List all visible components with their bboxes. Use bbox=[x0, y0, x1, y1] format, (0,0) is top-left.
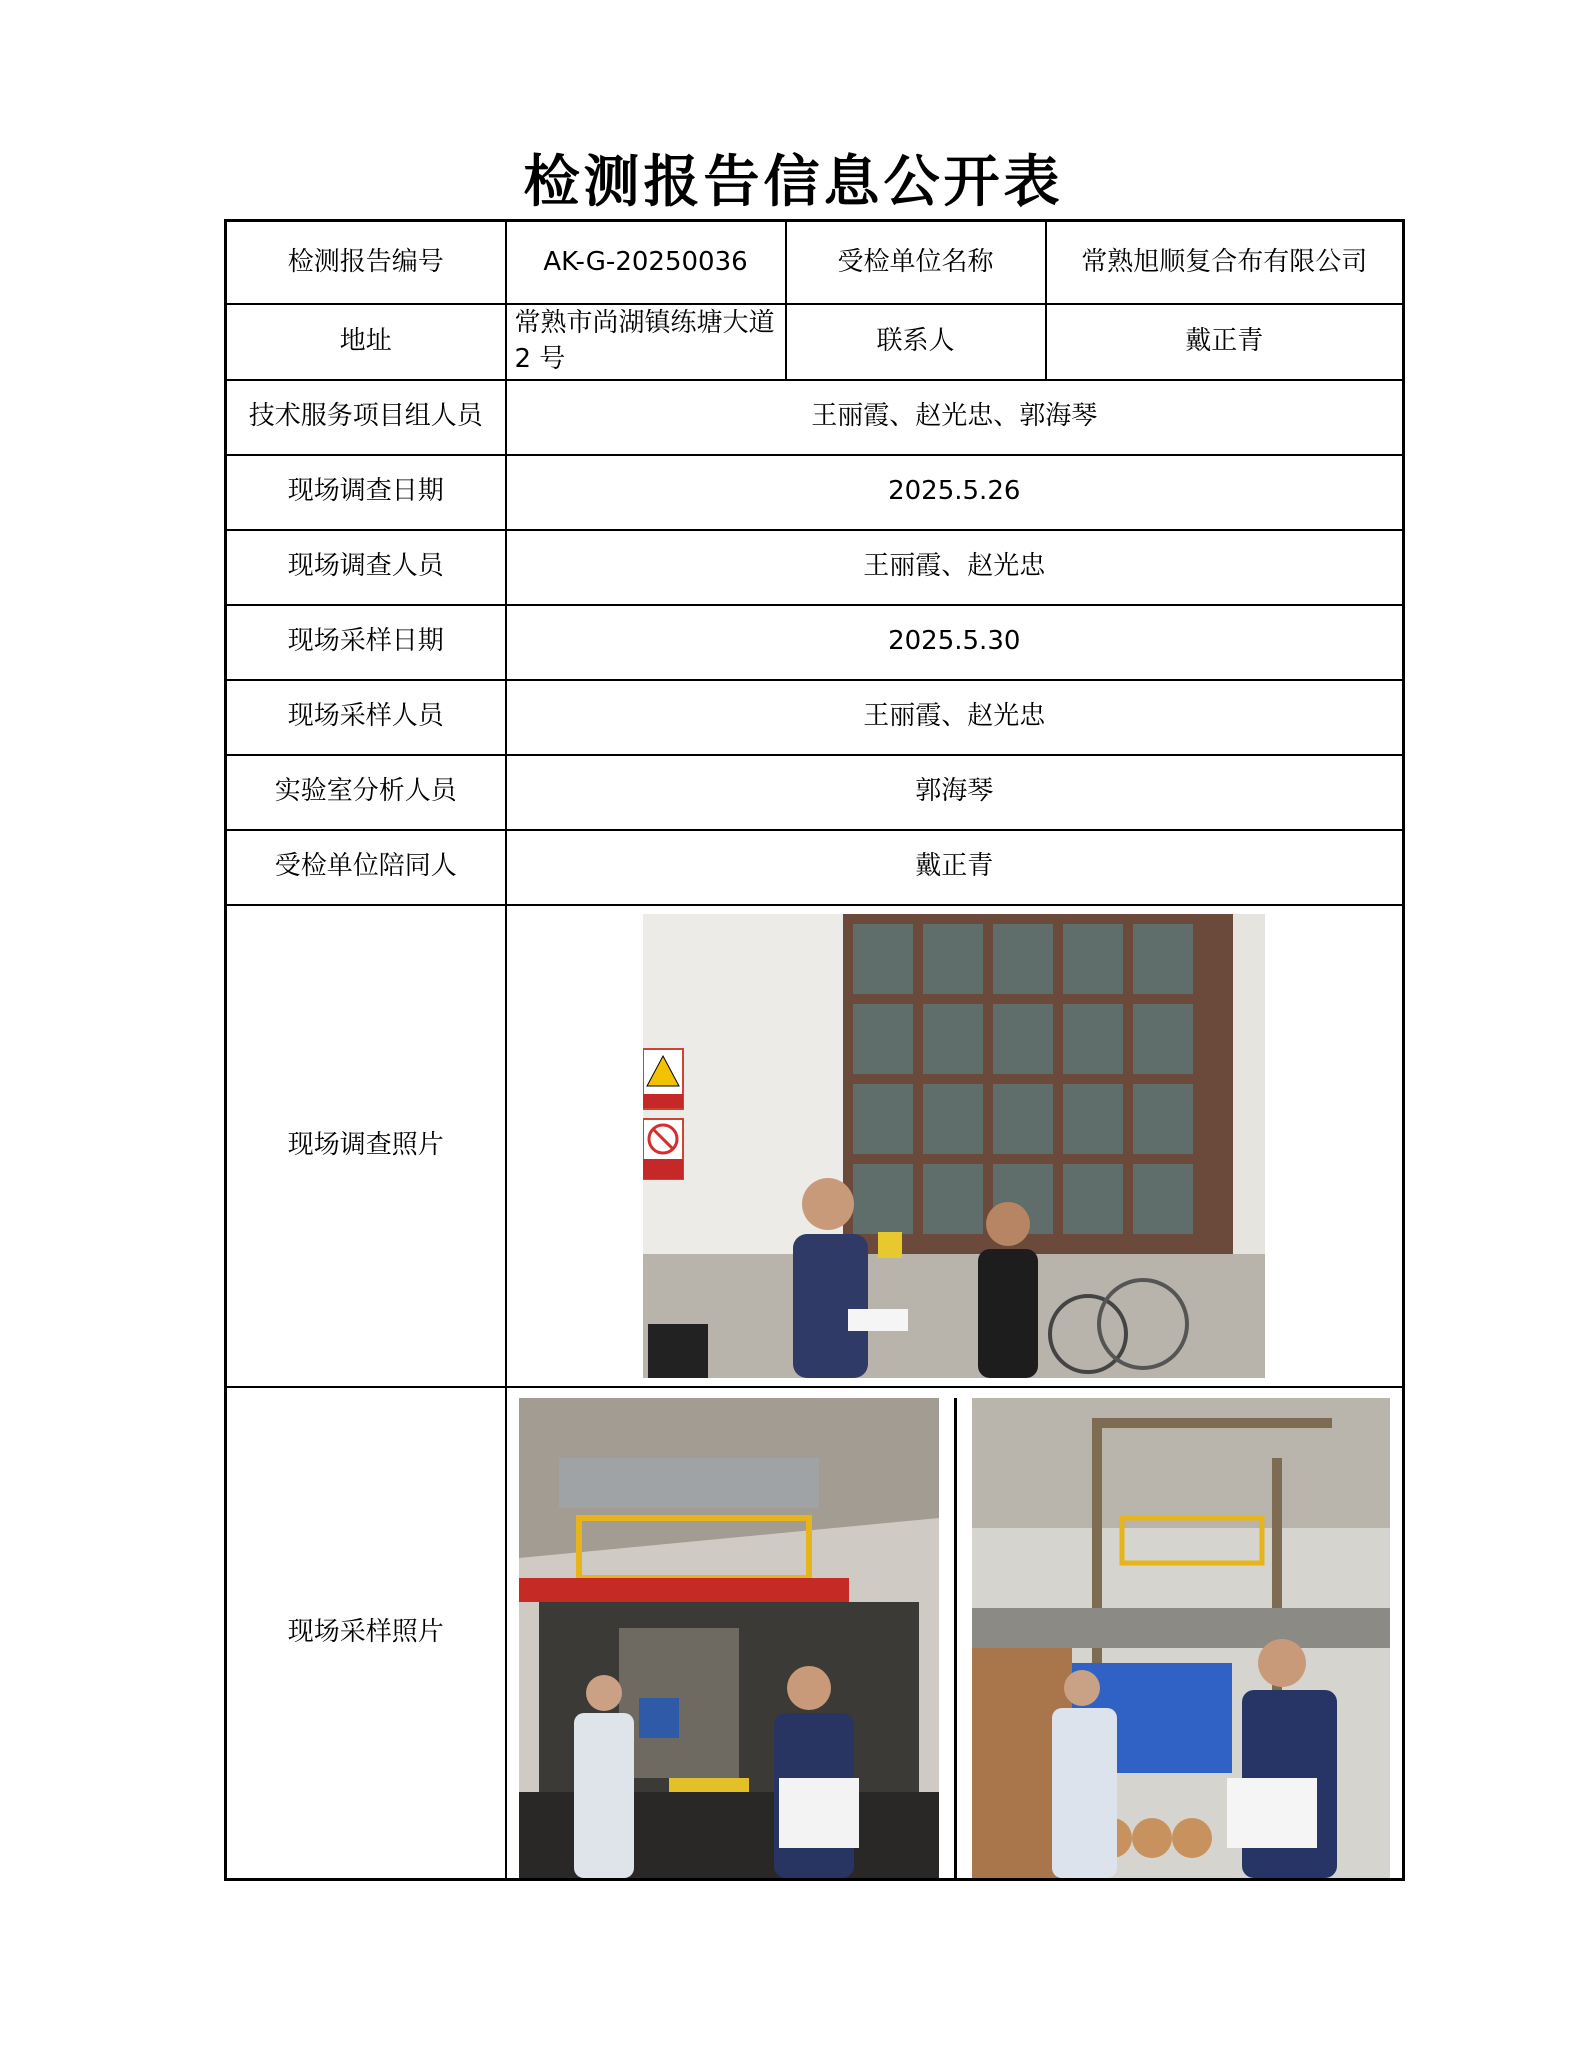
info-table bbox=[224, 219, 1405, 1881]
sampling-photo-label: 现场采样照片 bbox=[226, 1387, 506, 1880]
lab-staff-label: 实验室分析人员 bbox=[226, 755, 506, 830]
sampling-photo-pair bbox=[507, 1388, 1403, 1878]
sampling-photo-right-image bbox=[972, 1398, 1390, 1878]
survey-photo-image bbox=[643, 914, 1265, 1378]
survey-photo bbox=[643, 914, 1265, 1378]
sampling-photo-left-image bbox=[519, 1398, 939, 1878]
report-no-label: 检测报告编号 bbox=[226, 221, 506, 304]
unit-name-value: 常熟旭顺复合布有限公司 bbox=[1046, 221, 1404, 304]
survey-staff-value: 王丽霞、赵光忠 bbox=[506, 530, 1404, 605]
sampling-photo-cell bbox=[506, 1387, 1404, 1880]
sampling-staff-label: 现场采样人员 bbox=[226, 680, 506, 755]
survey-staff-label: 现场调查人员 bbox=[226, 530, 506, 605]
team-label: 技术服务项目组人员 bbox=[226, 380, 506, 455]
sampling-staff-value: 王丽霞、赵光忠 bbox=[506, 680, 1404, 755]
sampling-date-value: 2025.5.30 bbox=[506, 605, 1404, 680]
report-no-value: AK-G-20250036 bbox=[506, 221, 786, 304]
survey-photo-label: 现场调查照片 bbox=[226, 905, 506, 1387]
lab-staff-value: 郭海琴 bbox=[506, 755, 1404, 830]
escort-value: 戴正青 bbox=[506, 830, 1404, 905]
sampling-photo-left bbox=[519, 1398, 939, 1878]
contact-value: 戴正青 bbox=[1046, 304, 1404, 380]
unit-name-label: 受检单位名称 bbox=[786, 221, 1046, 304]
address-value: 常熟市尚湖镇练塘大道 2 号 bbox=[506, 304, 786, 380]
survey-photo-cell bbox=[506, 905, 1404, 1387]
contact-label: 联系人 bbox=[786, 304, 1046, 380]
address-label: 地址 bbox=[226, 304, 506, 380]
escort-label: 受检单位陪同人 bbox=[226, 830, 506, 905]
sampling-photo-divider bbox=[954, 1398, 957, 1878]
page-title: 检测报告信息公开表 bbox=[523, 150, 1064, 215]
sampling-photo-right bbox=[972, 1398, 1390, 1878]
survey-date-label: 现场调查日期 bbox=[226, 455, 506, 530]
team-value: 王丽霞、赵光忠、郭海琴 bbox=[506, 380, 1404, 455]
sampling-date-label: 现场采样日期 bbox=[226, 605, 506, 680]
survey-date-value: 2025.5.26 bbox=[506, 455, 1404, 530]
